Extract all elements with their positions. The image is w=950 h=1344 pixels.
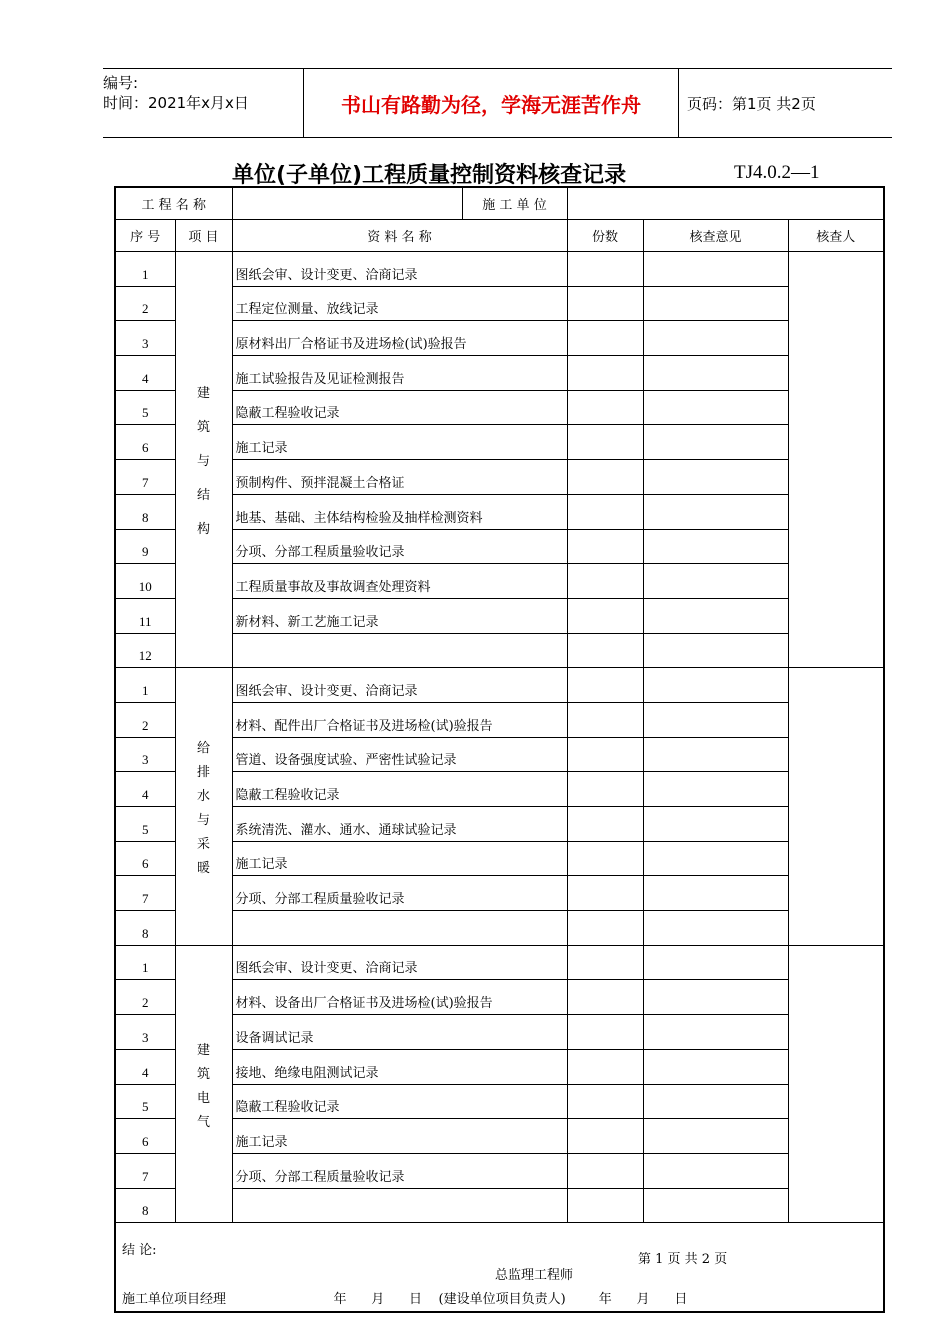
doc-name-cell: 图纸会审、设计变更、洽商记录 [232, 668, 567, 703]
category-char: 水 [196, 789, 210, 804]
row-number: 3 [115, 321, 175, 356]
row-number: 8 [115, 494, 175, 529]
col-copies-header: 份数 [567, 220, 643, 252]
doc-name-cell: 材料、配件出厂合格证书及进场检(试)验报告 [232, 702, 567, 737]
category-char: 构 [196, 522, 210, 538]
copies-cell[interactable] [567, 1119, 643, 1154]
document-code: TJ4.0.2—1 [734, 162, 820, 183]
doc-name-cell [232, 633, 567, 668]
copies-cell[interactable] [567, 668, 643, 703]
category-char: 电 [196, 1090, 210, 1106]
opinion-cell[interactable] [643, 1084, 788, 1119]
copies-cell[interactable] [567, 911, 643, 946]
doc-name-cell: 分项、分部工程质量验收记录 [232, 1153, 567, 1188]
copies-cell[interactable] [567, 356, 643, 391]
doc-name-cell: 地基、基础、主体结构检验及抽样检测资料 [232, 494, 567, 529]
copies-cell[interactable] [567, 1015, 643, 1050]
doc-name-cell: 分项、分部工程质量验收记录 [232, 876, 567, 911]
copies-cell[interactable] [567, 1084, 643, 1119]
chief-engineer-label: 总监理工程师 [495, 1268, 574, 1284]
opinion-cell[interactable] [643, 1049, 788, 1084]
opinion-cell[interactable] [643, 911, 788, 946]
document-title: 单位(子单位)工程质量控制资料核查记录 [232, 163, 627, 188]
row-number: 1 [115, 945, 175, 980]
opinion-cell[interactable] [643, 668, 788, 703]
row-number: 3 [115, 737, 175, 772]
opinion-cell[interactable] [643, 633, 788, 668]
col-doc-name-header: 资 料 名 称 [232, 220, 567, 252]
opinion-cell[interactable] [643, 598, 788, 633]
row-number: 7 [115, 1153, 175, 1188]
project-name-field[interactable] [232, 187, 462, 220]
col-checker-header: 核查人 [788, 220, 884, 252]
col-opinion-header: 核查意见 [643, 220, 788, 252]
opinion-cell[interactable] [643, 321, 788, 356]
doc-name-cell: 施工记录 [232, 425, 567, 460]
doc-name-cell: 隐蔽工程验收记录 [232, 1084, 567, 1119]
copies-cell[interactable] [567, 286, 643, 321]
row-number: 6 [115, 841, 175, 876]
doc-name-cell: 施工试验报告及见证检测报告 [232, 356, 567, 391]
table-row [115, 252, 884, 287]
opinion-cell[interactable] [643, 737, 788, 772]
copies-cell[interactable] [567, 633, 643, 668]
copies-cell[interactable] [567, 598, 643, 633]
opinion-cell[interactable] [643, 772, 788, 807]
conclusion-row [115, 1223, 884, 1313]
page-header [103, 68, 892, 138]
row-number: 4 [115, 1049, 175, 1084]
doc-name-cell: 图纸会审、设计变更、洽商记录 [232, 252, 567, 287]
opinion-cell[interactable] [643, 1188, 788, 1223]
doc-name-cell [232, 1188, 567, 1223]
copies-cell[interactable] [567, 980, 643, 1015]
doc-name-cell: 系统清洗、灌水、通水、通球试验记录 [232, 807, 567, 842]
row-number: 6 [115, 425, 175, 460]
checker-cell[interactable] [788, 945, 884, 1223]
copies-cell[interactable] [567, 876, 643, 911]
category-char: 建 [196, 386, 210, 402]
doc-name-cell [232, 911, 567, 946]
opinion-cell[interactable] [643, 1119, 788, 1154]
time-label: 时间：2021年x月x日 [103, 94, 249, 112]
category-cell [175, 668, 232, 946]
doc-name-cell: 施工记录 [232, 1119, 567, 1154]
opinion-cell[interactable] [643, 425, 788, 460]
category-char: 给 [196, 741, 210, 756]
copies-cell[interactable] [567, 702, 643, 737]
category-char: 采 [196, 837, 210, 852]
slogan: 书山有路勤为径，学海无涯苦作舟 [303, 69, 679, 137]
category-char: 筑 [196, 1066, 210, 1082]
row-number: 10 [115, 564, 175, 599]
page-footer: 第 1 页 共 2 页 [638, 1252, 728, 1267]
row-number: 7 [115, 460, 175, 495]
doc-name-cell: 原材料出厂合格证书及进场检(试)验报告 [232, 321, 567, 356]
conclusion-cell[interactable] [115, 1223, 884, 1313]
category-cell [175, 252, 232, 668]
doc-name-cell: 管道、设备强度试验、严密性试验记录 [232, 737, 567, 772]
copies-cell[interactable] [567, 390, 643, 425]
category-char: 排 [196, 765, 210, 780]
opinion-cell[interactable] [643, 529, 788, 564]
project-name-label: 工 程 名 称 [115, 187, 232, 220]
row-number: 5 [115, 1084, 175, 1119]
copies-cell[interactable] [567, 425, 643, 460]
table-row [115, 945, 884, 980]
copies-cell[interactable] [567, 529, 643, 564]
row-number: 2 [115, 702, 175, 737]
row-number: 12 [115, 633, 175, 668]
row-number: 9 [115, 529, 175, 564]
project-info-row [115, 187, 884, 220]
row-number: 11 [115, 598, 175, 633]
opinion-cell[interactable] [643, 460, 788, 495]
opinion-cell[interactable] [643, 702, 788, 737]
header-meta [103, 69, 303, 141]
copies-cell[interactable] [567, 807, 643, 842]
conclusion-label: 结 论: [122, 1243, 157, 1259]
code-label: 编号: [103, 74, 139, 92]
category-char: 气 [196, 1114, 210, 1130]
doc-name-cell: 材料、设备出厂合格证书及进场检(试)验报告 [232, 980, 567, 1015]
opinion-cell[interactable] [643, 1153, 788, 1188]
opinion-cell[interactable] [643, 876, 788, 911]
page-label: 页码：第1页 共2页 [687, 94, 816, 113]
doc-name-cell: 接地、绝缘电阻测试记录 [232, 1049, 567, 1084]
construction-unit-field[interactable] [567, 187, 884, 220]
opinion-cell[interactable] [643, 356, 788, 391]
row-number: 7 [115, 876, 175, 911]
row-number: 4 [115, 356, 175, 391]
doc-name-cell: 隐蔽工程验收记录 [232, 390, 567, 425]
copies-cell[interactable] [567, 460, 643, 495]
check-record-table [114, 186, 885, 1313]
doc-name-cell: 图纸会审、设计变更、洽商记录 [232, 945, 567, 980]
category-char: 与 [196, 454, 210, 470]
doc-name-cell: 隐蔽工程验收记录 [232, 772, 567, 807]
row-number: 3 [115, 1015, 175, 1050]
category-char: 结 [196, 488, 210, 504]
category-char: 建 [196, 1042, 210, 1058]
copies-cell[interactable] [567, 1188, 643, 1223]
col-project-header: 项 目 [175, 220, 232, 252]
row-number: 4 [115, 772, 175, 807]
copies-cell[interactable] [567, 772, 643, 807]
doc-name-cell: 分项、分部工程质量验收记录 [232, 529, 567, 564]
copies-cell[interactable] [567, 737, 643, 772]
opinion-cell[interactable] [643, 286, 788, 321]
doc-name-cell: 施工记录 [232, 841, 567, 876]
category-cell [175, 945, 232, 1223]
opinion-cell[interactable] [643, 252, 788, 287]
doc-name-cell: 预制构件、预拌混凝土合格证 [232, 460, 567, 495]
row-number: 5 [115, 390, 175, 425]
row-number: 6 [115, 1119, 175, 1154]
copies-cell[interactable] [567, 494, 643, 529]
row-number: 2 [115, 286, 175, 321]
checker-cell[interactable] [788, 252, 884, 668]
checker-cell[interactable] [788, 668, 884, 946]
copies-cell[interactable] [567, 564, 643, 599]
row-number: 8 [115, 911, 175, 946]
opinion-cell[interactable] [643, 564, 788, 599]
category-char: 与 [196, 813, 210, 828]
copies-cell[interactable] [567, 321, 643, 356]
copies-cell[interactable] [567, 252, 643, 287]
signature-line: 施工单位项目经理 年 月 日 (建设单位项目负责人) 年 月 日 [122, 1292, 688, 1308]
opinion-cell[interactable] [643, 945, 788, 980]
column-header-row [115, 220, 884, 252]
row-number: 8 [115, 1188, 175, 1223]
category-char: 筑 [196, 420, 210, 436]
doc-name-cell: 设备调试记录 [232, 1015, 567, 1050]
opinion-cell[interactable] [643, 390, 788, 425]
copies-cell[interactable] [567, 945, 643, 980]
opinion-cell[interactable] [643, 841, 788, 876]
category-char: 暖 [196, 861, 210, 876]
copies-cell[interactable] [567, 1049, 643, 1084]
doc-name-cell: 工程定位测量、放线记录 [232, 286, 567, 321]
row-number: 1 [115, 252, 175, 287]
opinion-cell[interactable] [643, 1015, 788, 1050]
col-seq-header: 序 号 [115, 220, 175, 252]
doc-name-cell: 新材料、新工艺施工记录 [232, 598, 567, 633]
row-number: 1 [115, 668, 175, 703]
opinion-cell[interactable] [643, 980, 788, 1015]
table-row [115, 668, 884, 703]
copies-cell[interactable] [567, 1153, 643, 1188]
copies-cell[interactable] [567, 841, 643, 876]
construction-unit-label: 施 工 单 位 [462, 187, 567, 220]
opinion-cell[interactable] [643, 807, 788, 842]
doc-name-cell: 工程质量事故及事故调查处理资料 [232, 564, 567, 599]
row-number: 5 [115, 807, 175, 842]
opinion-cell[interactable] [643, 494, 788, 529]
row-number: 2 [115, 980, 175, 1015]
